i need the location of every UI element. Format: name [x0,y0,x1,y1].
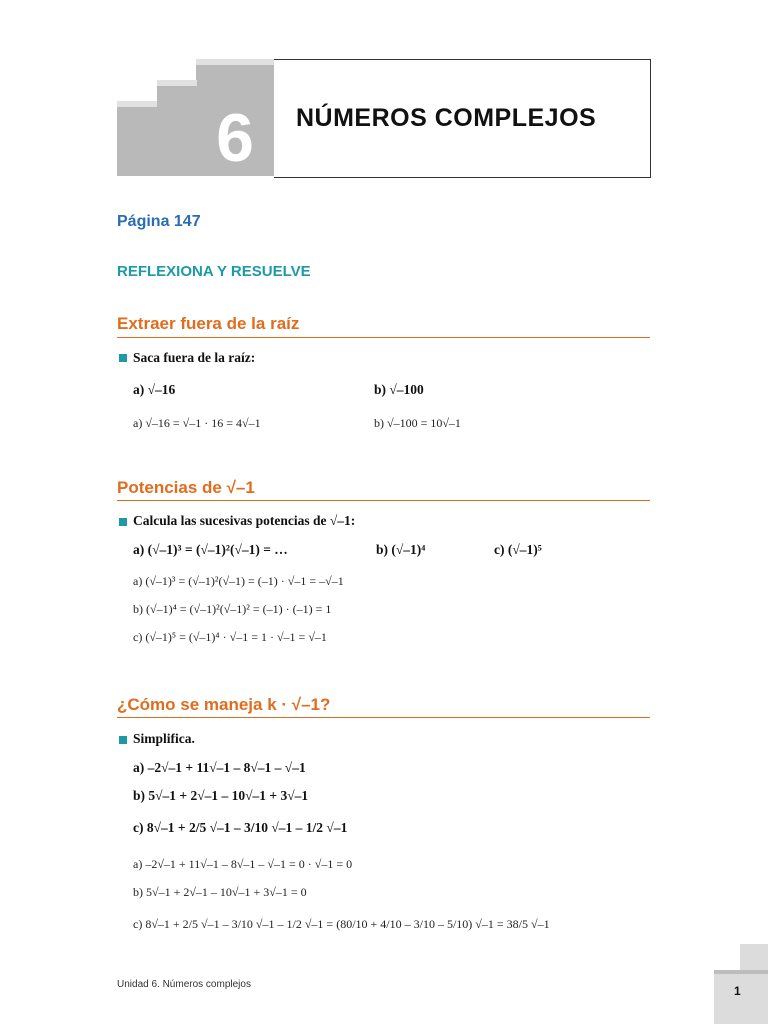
section-2-rule [117,500,650,501]
header-step-highlight-2 [157,80,197,86]
page-number: 1 [734,984,741,998]
section-1-question-a: a) √–16 [133,382,176,397]
footer-text: Unidad 6. Números complejos [117,979,251,990]
section-1-bullet-icon [119,354,127,362]
section-1-question-b: b) √–100 [374,382,424,397]
section-1-answer-b: b) √–100 = 10√–1 [374,416,461,430]
page-tab-step-top [740,944,768,970]
section-2-answer-c: c) (√–1)⁵ = (√–1)⁴ · √–1 = 1 · √–1 = √–1 [133,630,327,644]
section-3-question-a: a) –2√–1 + 11√–1 – 8√–1 – √–1 [133,760,306,775]
header-step-highlight [196,59,274,65]
section-2-question-a: a) (√–1)³ = (√–1)²(√–1) = … [133,542,288,557]
section-1-instruction: Saca fuera de la raíz: [133,350,256,365]
section-3-question-c: c) 8√–1 + 2/5 √–1 – 3/10 √–1 – 1/2 √–1 [133,820,348,835]
section-3-rule [117,717,650,718]
section-3-title: ¿Cómo se maneja k · √–1? [117,695,331,714]
header-step-highlight-3 [117,101,157,107]
page-tab-step-mid [714,970,768,1024]
section-2-bullet-icon [119,518,127,526]
section-1-title: Extraer fuera de la raíz [117,314,300,333]
section-3-answer-b: b) 5√–1 + 2√–1 – 10√–1 + 3√–1 = 0 [133,885,307,899]
page-label: Página 147 [117,213,201,230]
section-2-question-b: b) (√–1)⁴ [376,542,426,557]
chapter-title: NÚMEROS COMPLEJOS [296,104,597,132]
section-1-rule [117,337,650,338]
section-2-instruction: Calcula las sucesivas potencias de √–1: [133,513,356,528]
section-1-answer-a: a) √–16 = √–1 · 16 = 4√–1 [133,416,261,430]
section-3-bullet-icon [119,736,127,744]
section-3-answer-a: a) –2√–1 + 11√–1 – 8√–1 – √–1 = 0 · √–1 = 0 [133,857,353,871]
page-tab-step-shade [714,970,768,974]
section-heading: REFLEXIONA Y RESUELVE [117,263,311,280]
section-2-title: Potencias de √–1 [117,478,255,497]
section-2-question-c: c) (√–1)⁵ [494,542,542,557]
section-2-answer-b: b) (√–1)⁴ = (√–1)²(√–1)² = (–1) · (–1) = 1 [133,602,332,616]
chapter-number: 6 [216,100,254,176]
section-3-answer-c: c) 8√–1 + 2/5 √–1 – 3/10 √–1 – 1/2 √–1 = (80/10 + 4/10 – 3/10 – 5/10) √–1 = 38/5 √–1 [133,917,550,931]
section-2-answer-a: a) (√–1)³ = (√–1)²(√–1) = (–1) · √–1 = –√–1 [133,574,344,588]
section-3-instruction: Simplifica. [133,731,195,746]
section-3-question-b: b) 5√–1 + 2√–1 – 10√–1 + 3√–1 [133,788,309,803]
